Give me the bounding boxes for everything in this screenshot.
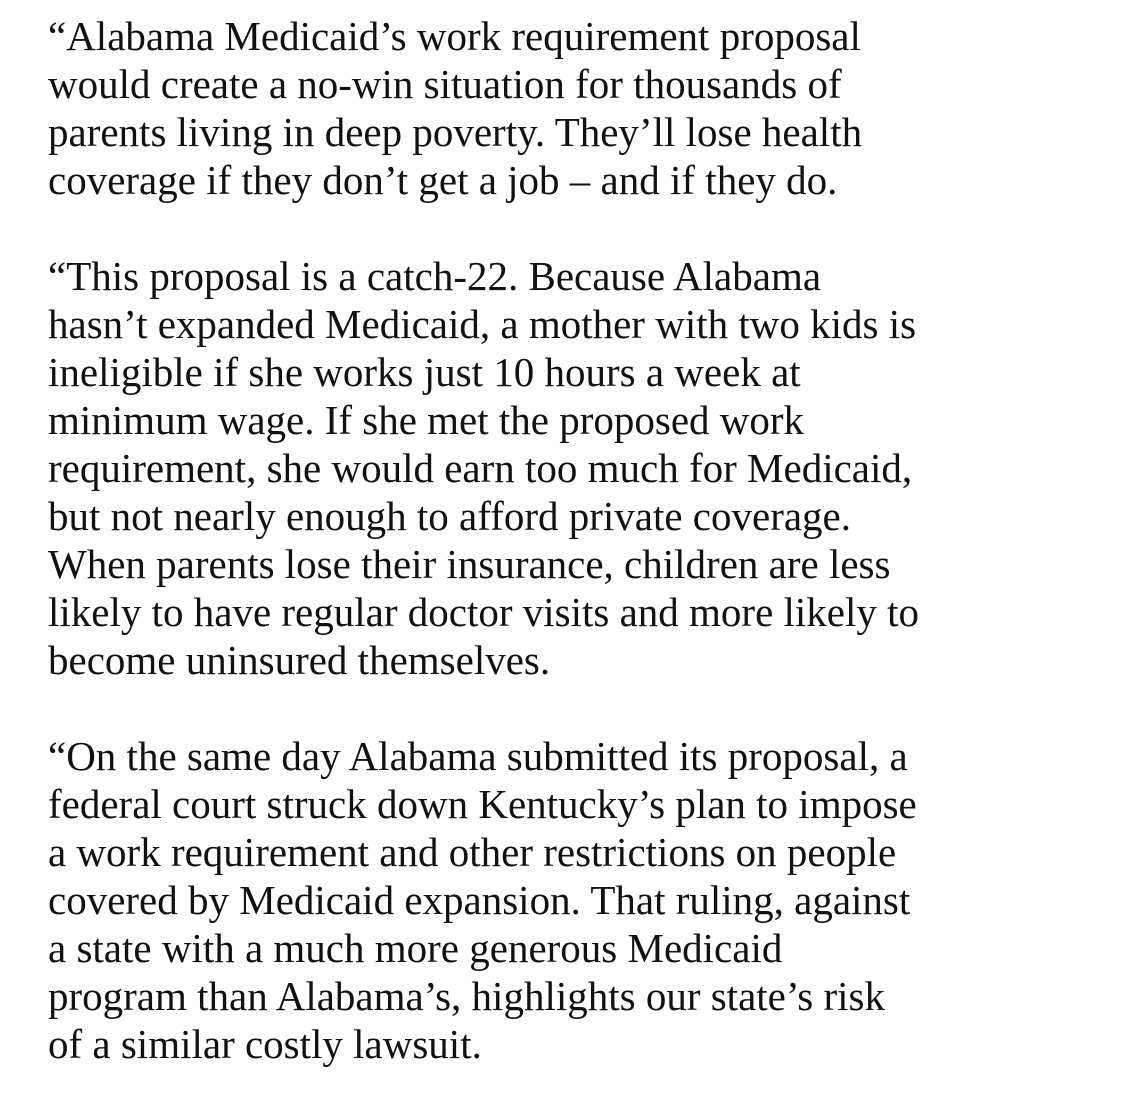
text-line: ineligible if she works just 10 hours a week at [48, 349, 801, 395]
paragraph-3 [48, 732, 1108, 1068]
text-line: minimum wage. If she met the proposed work [48, 397, 805, 443]
text-line: federal court struck down Kentucky’s plan to impose [48, 781, 917, 827]
text-line: but not nearly enough to afford private coverage. [48, 493, 852, 539]
text-line: would create a no-win situation for thousands of [48, 61, 842, 107]
text-line: hasn’t expanded Medicaid, a mother with two kids is [48, 301, 917, 347]
text-line: a work requirement and other restrictions on people [48, 829, 897, 875]
text-line: coverage if they don’t get a job – and if they do. [48, 157, 838, 203]
paragraph-1 [48, 12, 1108, 204]
document-body [48, 12, 1108, 1116]
text-line: of a similar costly lawsuit. [48, 1021, 482, 1067]
text-line: “Alabama Medicaid’s work requirement proposal [48, 13, 861, 59]
text-line: parents living in deep poverty. They’ll lose health [48, 109, 863, 155]
text-line: “This proposal is a catch-22. Because Alabama [48, 253, 822, 299]
text-line: likely to have regular doctor visits and more likely to [48, 589, 920, 635]
text-line: become uninsured themselves. [48, 637, 551, 683]
text-line: “On the same day Alabama submitted its proposal, a [48, 733, 908, 779]
text-line: covered by Medicaid expansion. That ruling, against [48, 877, 911, 923]
text-line: program than Alabama’s, highlights our state’s risk [48, 973, 885, 1019]
paragraph-2 [48, 252, 1108, 684]
text-line: When parents lose their insurance, children are less [48, 541, 891, 587]
text-line: requirement, she would earn too much for Medicaid, [48, 445, 913, 491]
text-line: a state with a much more generous Medicaid [48, 925, 783, 971]
